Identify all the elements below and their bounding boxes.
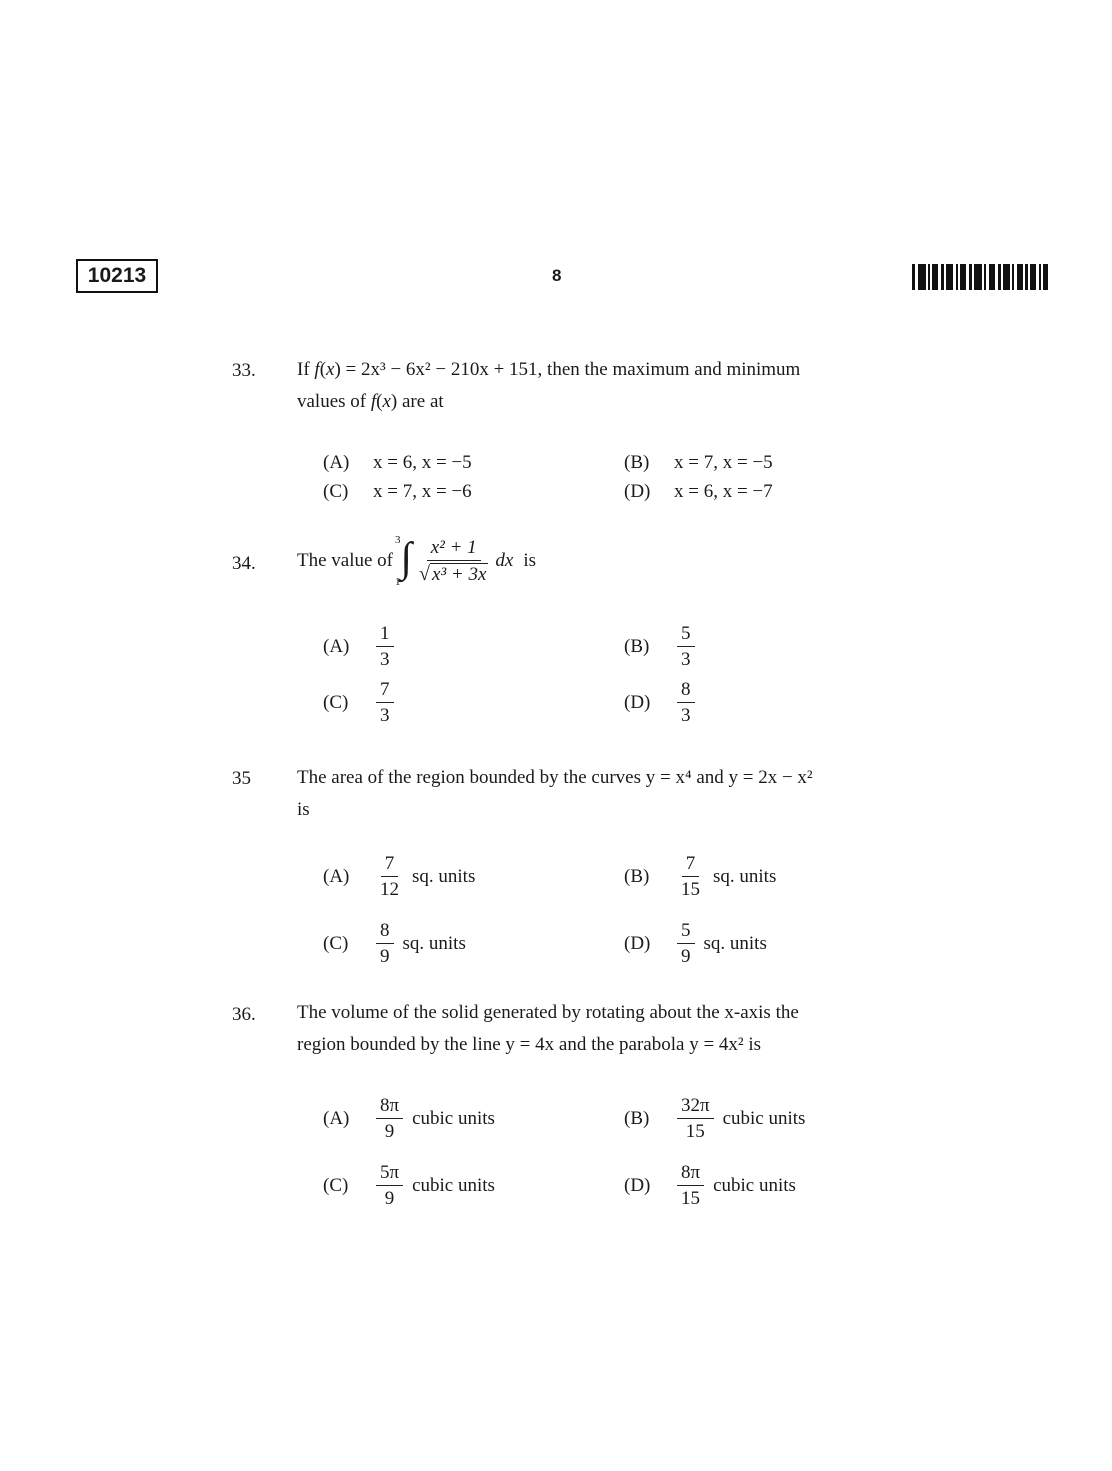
question-text-35 (297, 762, 921, 826)
paper-code-box (76, 259, 158, 293)
integral-expression (395, 534, 513, 588)
integral-lower-limit: 1 (395, 576, 401, 588)
integral-upper-limit: 3 (395, 534, 401, 546)
option-33-b: (B) x = 7, x = −5 (624, 452, 773, 473)
sqrt-icon: √ (419, 563, 431, 585)
paper-code: 10213 (87, 264, 147, 287)
question-number-33: 33. (232, 360, 256, 381)
question-text-34: The value of 3 1 ∫ $\frac{\text{x² + 1}}{\text{√ x³ + 3x}}$ dx is (297, 534, 537, 588)
option-35-c: (C) $\frac{8}{9}$ sq. units (323, 920, 466, 967)
option-36-d: (D) $\frac{8\pi}{15}$ cubic units (624, 1162, 796, 1209)
question-36-line1: The volume of the solid generated by rotating about the x-axis the (297, 1002, 799, 1023)
question-35-line2: is (297, 799, 310, 820)
integral-sign-icon: ∫ (400, 535, 413, 581)
option-36-c: (C) $\frac{5\pi}{9}$ cubic units (323, 1162, 495, 1209)
question-number-36: 36. (232, 1004, 256, 1025)
barcode (912, 264, 1048, 290)
question-number-35: 35 (232, 768, 251, 789)
question-36-line2: region bounded by the line y = 4x and the parabola y = 4x² is (297, 1034, 762, 1055)
dx: dx (495, 550, 514, 571)
question-number-34: 34. (232, 553, 256, 574)
integrand-denominator: x³ + 3x (432, 564, 487, 585)
question-35-line1: The area of the region bounded by the curves y = x⁴ and y = 2x − x² (297, 767, 813, 788)
option-34-c: (C) $\frac{7}{3}$ (323, 680, 397, 725)
option-36-a: (A) $\frac{8\pi}{9}$ cubic units (323, 1095, 495, 1142)
option-34-b: (B) $\frac{5}{3}$ (624, 624, 698, 669)
option-33-c: (C) x = 7, x = −6 (323, 481, 472, 502)
option-33-a: (A) x = 6, x = −5 (323, 452, 472, 473)
question-33-line1: If f(x) = 2x³ − 6x² − 210x + 151, then the maximum and minimum (297, 359, 801, 380)
option-34-d: (D) $\frac{8}{3}$ (624, 680, 698, 725)
option-33-d: (D) x = 6, x = −7 (624, 481, 773, 502)
question-text-33 (297, 354, 921, 418)
option-35-b: (B) $\frac{7}{15}$ sq. units (624, 853, 777, 900)
integrand-numerator: x² + 1 (427, 538, 481, 561)
question-33-line2: values of f(x) are at (297, 391, 444, 412)
option-34-a: (A) $\frac{1}{3}$ (323, 624, 397, 669)
page-number: 8 (552, 266, 562, 285)
question-text-36 (297, 997, 921, 1061)
option-35-a: (A) $\frac{7}{12}$ sq. units (323, 853, 476, 900)
option-36-b: (B) $\frac{32\pi}{15}$ cubic units (624, 1095, 806, 1142)
option-35-d: (D) $\frac{5}{9}$ sq. units (624, 920, 767, 967)
